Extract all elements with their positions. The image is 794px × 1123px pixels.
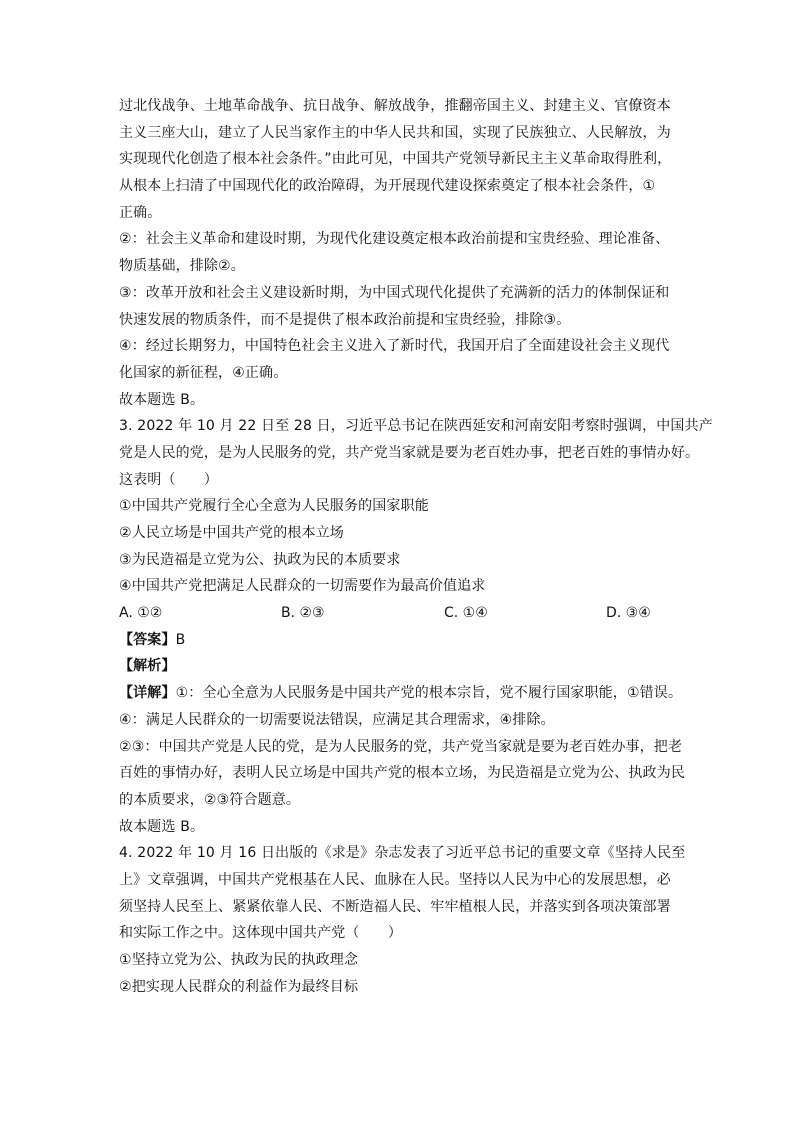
question-stem-line: 这表明（ ） [119, 471, 219, 488]
question-stem-line: 须坚持人民至上、紧紧依靠人民、不断造福人民、牢牢植根人民，并落实到各项决策部署 [119, 898, 671, 915]
detail-text: ①：全心全意为人民服务是中国共产党的根本宗旨，党不履行国家职能，①错误。 [175, 685, 683, 702]
analysis-tag: 【解析】 [119, 658, 176, 675]
statement-3: ③为民造福是立党为公、执政为民的本质要求 [119, 551, 401, 568]
detail-tag: 【详解】 [119, 685, 176, 702]
statement-2: ②人民立场是中国共产党的根本立场 [119, 525, 344, 541]
text-line: 从根本上扫清了中国现代化的政治障碍，为开展现代建设探索奠定了根本社会条件，① [119, 178, 656, 195]
text-line: 过北伐战争、土地革命战争、抗日战争、解放战争，推翻帝国主义、封建主义、官僚资本 [119, 98, 671, 114]
option-b: B. ②③ [281, 605, 325, 622]
text-line: 百姓的事情办好，表明人民立场是中国共产党的根本立场，为民造福是立党为公、执政为民 [119, 765, 685, 782]
question-stem-line: 上》文章强调，中国共产党根基在人民、血脉在人民。坚持以人民为中心的发展思想，必 [119, 871, 671, 888]
text-line: ③：改革开放和社会主义建设新时期，为中国式现代化提供了充满新的活力的体制保证和 [119, 284, 670, 301]
document-content [119, 93, 713, 1000]
statement-2: ②把实现人民群众的利益作为最终目标 [119, 978, 359, 995]
statement-1: ①中国共产党履行全心全意为人民服务的国家职能 [119, 498, 429, 515]
text-line: ②③：中国共产党是人民的党，是为人民服务的党，共产党当家就是要为老百姓办事，把老 [119, 738, 683, 755]
text-line: ②：社会主义革命和建设时期，为现代化建设奠定根本政治前提和宝贵经验、理论准备、 [119, 231, 670, 248]
conclusion-line: 故本题选 B。 [119, 391, 205, 408]
text-line: 实现现代化创造了根本社会条件。”由此可见，中国共产党领导新民主主义革命取得胜利， [119, 151, 672, 168]
option-d: D. ③④ [606, 605, 651, 622]
text-line: 快速发展的物质条件，而不是提供了根本政治前提和宝贵经验，排除③。 [119, 311, 571, 328]
q2-analysis-continuation [119, 93, 689, 413]
question-stem-line: 4. 2022 年 10 月 16 日出版的《求是》杂志发表了习近平总书记的重要文章《坚持人民至 [119, 845, 686, 862]
question-stem-line: 3. 2022 年 10 月 22 日至 28 日，习近平总书记在陕西延安和河南安阳考察时强调，中国共产 [119, 418, 713, 435]
conclusion-line: 故本题选 B。 [119, 818, 205, 835]
statement-1: ①坚持立党为公、执政为民的执政理念 [119, 952, 359, 968]
question-4 [119, 840, 689, 1000]
text-line: 正确。 [119, 204, 162, 221]
answer-line [119, 627, 689, 654]
text-line: 主义三座大山，建立了人民当家作主的中华人民共和国，实现了民族独立、人民解放，为 [119, 124, 671, 141]
text-line: 的本质要求，②③符合题意。 [119, 791, 301, 808]
answer-tag: 【答案】 [119, 631, 176, 648]
question-stem-line: 和实际工作之中。这体现中国共产党（ ） [119, 925, 402, 942]
answer-options [119, 600, 689, 627]
question-stem-line: 党是人民的党，是为人民服务的党，共产党当家就是要为老百姓办事，把老百姓的事情办好。 [119, 444, 700, 461]
option-a: A. ①② [119, 605, 163, 622]
text-line: 物质基础，排除②。 [119, 258, 245, 275]
option-c: C. ①④ [444, 605, 488, 622]
text-line: ④：经过长期努力，中国特色社会主义进入了新时代，我国开启了全面建设社会主义现代 [119, 338, 670, 355]
text-line: ④：满足人民群众的一切需要说法错误，应满足其合理需求，④排除。 [119, 711, 555, 728]
statement-4: ④中国共产党把满足人民群众的一切需要作为最高价值追求 [119, 578, 486, 595]
detail-line [119, 680, 689, 707]
text-line: 化国家的新征程，④正确。 [119, 364, 288, 381]
answer-value: B [175, 631, 186, 648]
question-3 [119, 413, 713, 840]
